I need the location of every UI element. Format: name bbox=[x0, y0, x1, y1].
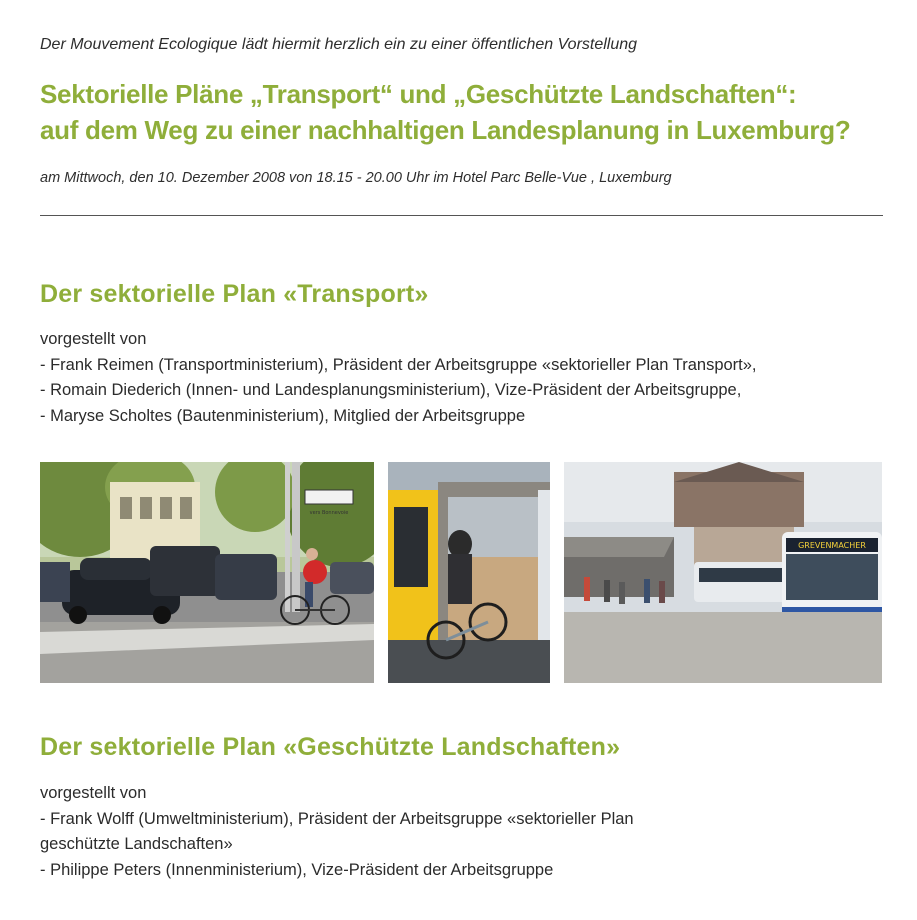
photo-tram-bicycle bbox=[388, 462, 550, 683]
headline-line-1: Sektorielle Pläne „Transport“ und „Geschützte Landschaften“: bbox=[40, 79, 797, 109]
bus-destination-text: GREVENMACHER bbox=[798, 541, 866, 550]
divider bbox=[40, 215, 883, 216]
section-transport-title: Der sektorielle Plan «Transport» bbox=[40, 280, 429, 308]
presenter-line: - Romain Diederich (Innen- und Landesplanungsministerium), Vize-Präsident der Arbeitsgruppe, bbox=[40, 381, 742, 399]
event-dateline: am Mittwoch, den 10. Dezember 2008 von 18.15 - 20.00 Uhr im Hotel Parc Belle-Vue , Luxemburg bbox=[40, 170, 672, 186]
presenter-line: - Maryse Scholtes (Bautenministerium), Mitglied der Arbeitsgruppe bbox=[40, 406, 526, 425]
presenter-line: - Frank Wolff (Umweltministerium), Präsident der Arbeitsgruppe «sektorieller Plan bbox=[40, 809, 634, 828]
intro-line: Der Mouvement Ecologique lädt hiermit herzlich ein zu einer öffentlichen Vorstellung bbox=[40, 36, 638, 53]
section-landscapes-body bbox=[40, 781, 634, 883]
street-sign-text: vers Bonnevoie bbox=[309, 510, 349, 516]
presented-by-label: vorgestellt von bbox=[40, 784, 147, 802]
section-landscapes-title: Der sektorielle Plan «Geschützte Landschaften» bbox=[40, 733, 621, 761]
presenter-line-continuation: geschützte Landschaften» bbox=[40, 835, 233, 853]
presenter-line: - Philippe Peters (Innenministerium), Vize-Präsident der Arbeitsgruppe bbox=[40, 860, 554, 879]
photo-bus-station bbox=[564, 462, 882, 683]
headline-line-2: auf dem Weg zu einer nachhaltigen Landesplanung in Luxemburg? bbox=[40, 115, 851, 145]
section-transport-body bbox=[40, 327, 757, 429]
headline bbox=[40, 76, 850, 148]
photo-street-cyclist bbox=[40, 462, 374, 683]
presenter-line: - Frank Reimen (Transportministerium), Präsident der Arbeitsgruppe «sektorieller Plan Transport», bbox=[40, 355, 757, 374]
presented-by-label: vorgestellt von bbox=[40, 330, 147, 348]
